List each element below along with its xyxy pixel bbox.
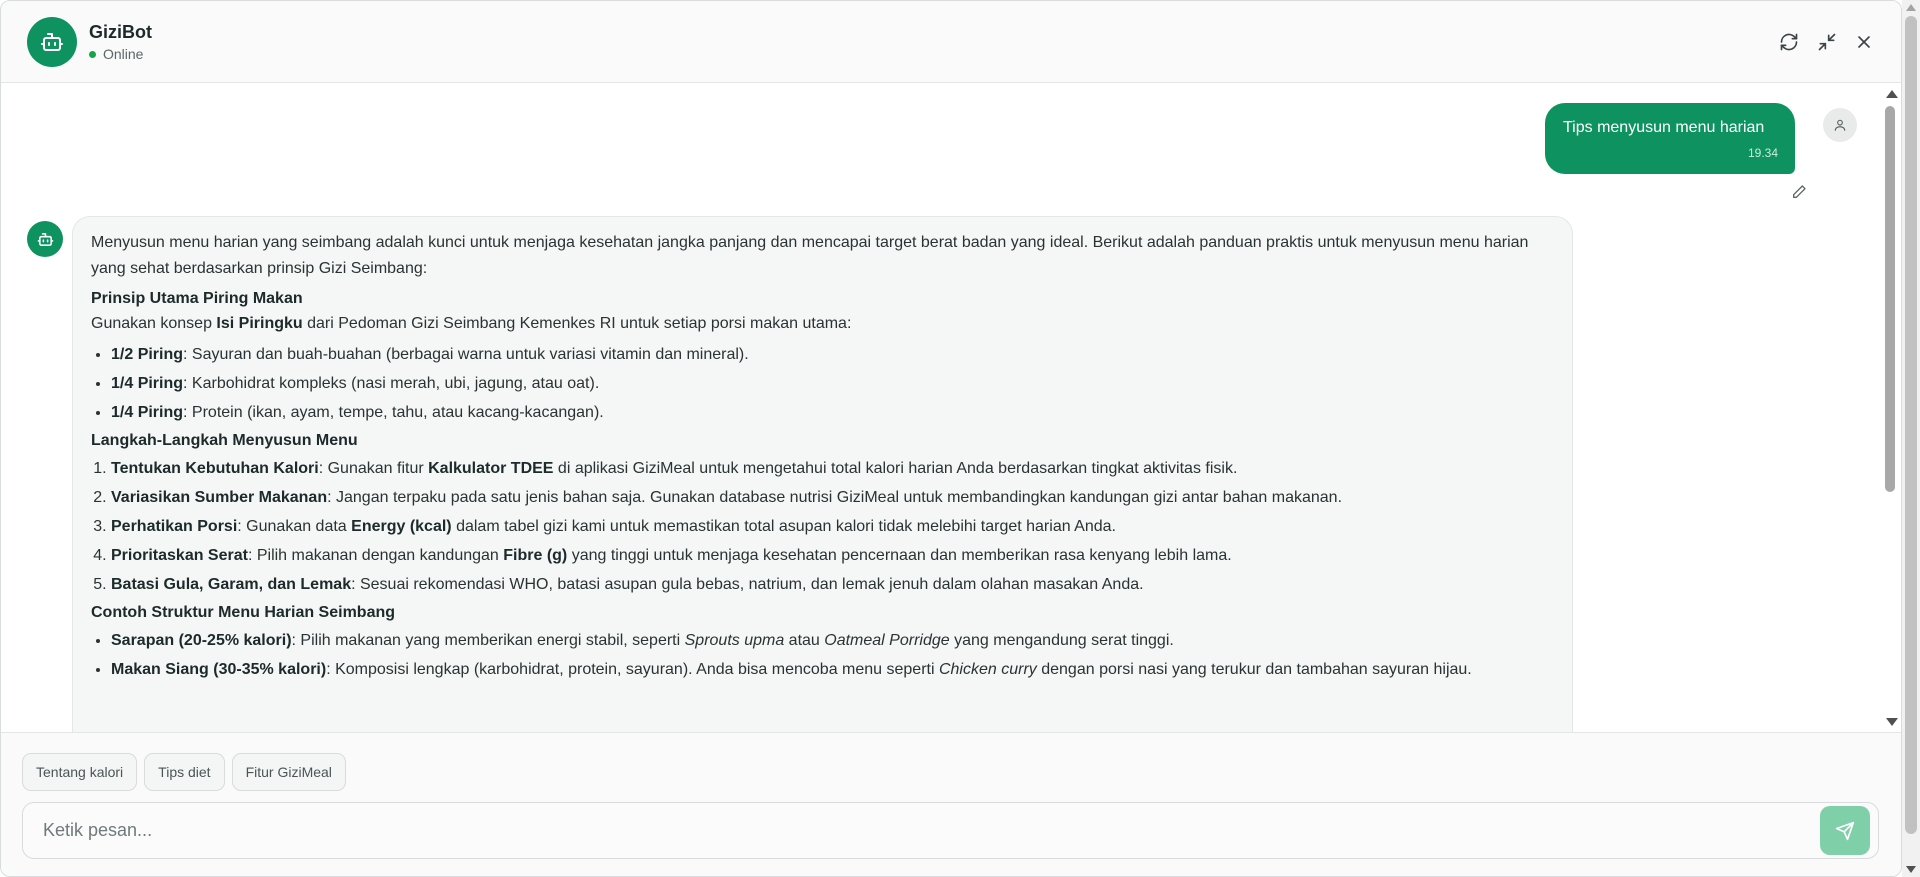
list-item: • 1/2 Piring: Sayuran dan buah-buahan (berbagai warna untuk variasi vitamin dan mineral). [111, 342, 1554, 368]
status-text: Online [103, 46, 144, 62]
bot-status [89, 46, 143, 62]
refresh-button[interactable] [1776, 29, 1802, 55]
bot-avatar [27, 17, 77, 67]
quick-reply-chip[interactable]: Tentang kalori [22, 753, 137, 791]
section-heading: Langkah-Langkah Menyusun Menu [91, 432, 358, 449]
close-button[interactable] [1851, 29, 1877, 55]
list-item: 4. Prioritaskan Serat: Pilih makanan dengan kandungan Fibre (g) yang tinggi untuk menjaga kesehatan pencernaan dan memberikan rasa kenyang lebih lama. [111, 543, 1554, 569]
refresh-icon [1779, 32, 1799, 52]
user-message-time: 19.34 [1747, 146, 1778, 160]
composer-area [1, 732, 1902, 877]
minimize-button[interactable] [1814, 29, 1840, 55]
section-heading: Prinsip Utama Piring Makan [91, 290, 303, 307]
scroll-thumb[interactable] [1885, 106, 1895, 492]
list-item: • Makan Siang (30-35% kalori): Komposisi lengkap (karbohidrat, protein, sayuran). Anda bisa mencoba menu seperti Chicken curry dengan porsi nasi yang terukur dan tambahan sayuran hijau. [111, 657, 1554, 683]
page-scroll-down-icon[interactable] [1906, 866, 1916, 873]
steps-list [111, 456, 1554, 598]
examples-list [111, 628, 1554, 683]
user-message-text: Tips menyusun menu harian [1563, 119, 1765, 136]
message-list[interactable] [1, 84, 1902, 732]
message-input[interactable] [23, 803, 1813, 858]
section-heading: Contoh Struktur Menu Harian Seimbang [91, 604, 396, 621]
section-paragraph: Gunakan konsep Isi Piringku dari Pedoman Gizi Seimbang Kemenkes RI untuk setiap porsi makan utama: [91, 315, 852, 332]
scroll-down-arrow-icon[interactable] [1886, 718, 1898, 726]
list-item: 3. Perhatikan Porsi: Gunakan data Energy (kcal) dalam tabel gizi kami untuk memastikan total asupan kalori tidak melebihi target harian Anda. [111, 514, 1554, 540]
list-item: 1. Tentukan Kebutuhan Kalori: Gunakan fitur Kalkulator TDEE di aplikasi GiziMeal untuk mengetahui total kalori harian Anda berdasarkan tingkat aktivitas fisik. [111, 456, 1554, 482]
quick-reply-chip[interactable]: Fitur GiziMeal [232, 753, 346, 791]
user-avatar [1823, 108, 1857, 142]
bot-name: GiziBot [89, 22, 152, 42]
list-item: 2. Variasikan Sumber Makanan: Jangan terpaku pada satu jenis bahan saja. Gunakan database nutrisi GiziMeal untuk membandingkan kandungan gizi antar bahan makanan. [111, 485, 1554, 511]
bot-message [72, 216, 1573, 732]
pencil-icon [1791, 184, 1807, 200]
page-scroll-up-icon[interactable] [1906, 4, 1916, 11]
user-icon [1833, 118, 1847, 132]
page-scroll-thumb[interactable] [1905, 16, 1917, 834]
bot-icon [37, 231, 54, 248]
piring-list [111, 342, 1554, 426]
online-dot [89, 51, 96, 58]
bot-intro: Menyusun menu harian yang seimbang adalah kunci untuk menjaga kesehatan jangka panjang dan mencapai target berat badan yang ideal. Berikut adalah panduan praktis untuk menyusun menu harian yang sehat berdasarkan prinsip Gizi Seimbang: [91, 234, 1529, 277]
list-item: • Sarapan (20-25% kalori): Pilih makanan yang memberikan energi stabil, seperti Sprouts upma atau Oatmeal Porridge yang mengandung serat tinggi. [111, 628, 1554, 654]
chat-header [1, 1, 1901, 83]
list-item: • 1/4 Piring: Protein (ikan, ayam, tempe, tahu, atau kacang-kacangan). [111, 400, 1554, 426]
minimize-icon [1817, 32, 1837, 52]
quick-replies [22, 753, 346, 791]
bot-icon [40, 30, 64, 54]
bot-message-avatar [27, 221, 63, 257]
edit-message-button[interactable] [1791, 184, 1809, 202]
page-scrollbar[interactable] [1902, 0, 1920, 877]
list-item: 5. Batasi Gula, Garam, dan Lemak: Sesuai rekomendasi WHO, batasi asupan gula bebas, natrium, dan lemak jenuh dalam olahan masakan Anda. [111, 572, 1554, 598]
send-button[interactable] [1820, 806, 1870, 855]
user-message [1545, 103, 1795, 174]
close-icon [1854, 32, 1874, 52]
quick-reply-chip[interactable]: Tips diet [144, 753, 224, 791]
messages-scrollbar[interactable] [1883, 84, 1899, 732]
scroll-up-arrow-icon[interactable] [1886, 90, 1898, 98]
list-item: • 1/4 Piring: Karbohidrat kompleks (nasi merah, ubi, jagung, atau oat). [111, 371, 1554, 397]
send-icon [1835, 821, 1855, 841]
message-input-wrapper [22, 802, 1879, 859]
